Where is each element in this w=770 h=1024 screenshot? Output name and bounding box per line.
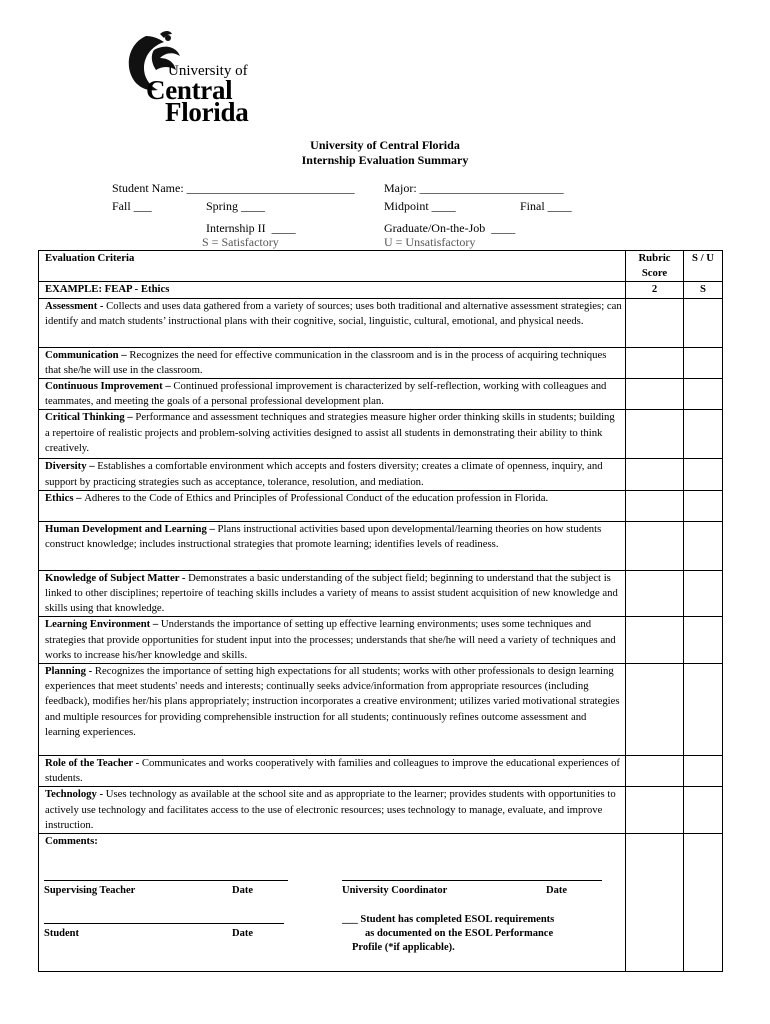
criteria-text: Establishes a comfortable environment which accepts and fosters diversity; creates a climate of openness, inquiry, and support by practicing strategies such as acceptance, tolerance, resolution, and mediation. (45, 460, 603, 488)
su-cell[interactable] (684, 664, 723, 756)
table-row (39, 298, 723, 347)
coordinator-signature-line[interactable] (342, 880, 602, 881)
student-signature-line[interactable] (44, 923, 284, 924)
criteria-title: Ethics – (45, 491, 85, 504)
rubric-score-cell[interactable] (626, 664, 684, 756)
evaluation-table (38, 250, 723, 972)
table-row (39, 787, 723, 834)
criteria-title: Human Development and Learning – (45, 522, 218, 535)
supervising-teacher-label: Supervising Teacher (44, 885, 136, 896)
criteria-title: Learning Environment – (45, 618, 161, 631)
rubric-score-cell[interactable] (626, 347, 684, 378)
criteria-title: Critical Thinking – (45, 411, 136, 424)
table-row (39, 617, 723, 664)
su-cell[interactable] (684, 298, 723, 347)
midpoint-field[interactable]: Midpoint ____ (384, 199, 456, 213)
logo-text-university-of: University of (168, 63, 248, 79)
table-row (39, 459, 723, 490)
criteria-cell (39, 664, 626, 756)
criteria-text: Recognizes the need for effective communication in the classroom and is in the process of acquiring techniques that she/he will use in the classroom. (45, 348, 607, 376)
su-cell[interactable] (684, 379, 723, 410)
criteria-title: Role of the Teacher - (45, 757, 142, 770)
rubric-score-cell[interactable] (626, 410, 684, 459)
coordinator-date-label: Date (546, 885, 567, 896)
criteria-cell (39, 347, 626, 378)
rubric-score-cell[interactable] (626, 756, 684, 787)
spring-field[interactable]: Spring ____ (206, 199, 266, 213)
criteria-cell (39, 787, 626, 834)
satisfactory-legend: S = Satisfactory (202, 235, 279, 249)
criteria-cell (39, 617, 626, 664)
document-subtitle: Internship Evaluation Summary (301, 153, 469, 167)
rubric-score-cell[interactable] (626, 379, 684, 410)
criteria-text: Collects and uses data gathered from a variety of sources; uses both traditional and alternative assessment strategies; can identify and match students’ instructional plans with their cognitive, social, linguistic, cultural, emotional, and physical needs. (45, 299, 622, 327)
su-cell[interactable] (684, 756, 723, 787)
table-header-row (39, 251, 723, 282)
final-field[interactable]: Final ____ (520, 199, 572, 213)
internship-field[interactable]: Internship II ____ (206, 221, 296, 235)
su-cell[interactable] (684, 617, 723, 664)
table-row (39, 490, 723, 521)
table-row (39, 347, 723, 378)
criteria-title: Planning - (45, 665, 95, 678)
su-cell[interactable] (684, 459, 723, 490)
su-cell[interactable] (684, 570, 723, 617)
rubric-score-cell[interactable] (626, 298, 684, 347)
table-row (39, 379, 723, 410)
criteria-title: Communication – (45, 348, 130, 361)
su-cell[interactable] (684, 490, 723, 521)
comments-label: Comments: (45, 835, 98, 848)
table-row (39, 570, 723, 617)
su-cell[interactable] (684, 521, 723, 570)
criteria-text: Understands the importance of setting up effective learning environments; uses some techniques and strategies that provide opportunities for student input into the processes; understands that she/he will need a variety of techniques and works to increase his/her knowledge and skills. (45, 618, 616, 661)
unsatisfactory-legend: U = Unsatisfactory (384, 235, 476, 249)
criteria-text: Adheres to the Code of Ethics and Principles of Professional Conduct of the education profession in Florida. (84, 491, 549, 504)
criteria-title: Diversity – (45, 460, 98, 473)
criteria-title: Continuous Improvement – (45, 380, 174, 393)
criteria-text: Continued professional improvement is characterized by self-reflection, working with colleagues and teammates, and meeting the goals of a personal professional development plan. (45, 380, 607, 408)
criteria-text: Uses technology as available at the school site and as appropriate to the learner; provides students with opportunities to actively use technology and facilitates access to the use of electronic resources; uses technology to manage, evaluate, and improve instruction. (45, 788, 616, 831)
example-label: EXAMPLE: FEAP - Ethics (39, 282, 626, 298)
criteria-text: Plans instructional activities based upon developmental/learning theories on how students construct knowledge; includes instructional strategies that promote learning; identifies levels of readiness. (45, 522, 602, 551)
su-cell[interactable] (684, 410, 723, 459)
criteria-cell (39, 570, 626, 617)
criteria-text: Demonstrates a basic understanding of the subject field; beginning to understand that the subject is linked to other disciplines; repertoire of teaching skills includes a variety of means to assist student acquisition of new knowledge and skills using that knowledge. (45, 571, 618, 615)
graduate-field[interactable]: Graduate/On-the-Job ____ (384, 221, 516, 235)
rubric-score-cell[interactable] (626, 490, 684, 521)
document-title: University of Central Florida (310, 138, 460, 152)
table-row (39, 521, 723, 570)
student-label: Student (44, 928, 80, 939)
column-header-criteria: Evaluation Criteria (39, 251, 626, 282)
esol-statement-line1[interactable]: ___ Student has completed ESOL requirements (342, 914, 555, 925)
comments-rubric-cell (626, 834, 684, 972)
criteria-cell (39, 298, 626, 347)
example-score: 2 (626, 282, 684, 298)
criteria-cell (39, 379, 626, 410)
logo-text-florida: Florida (165, 97, 249, 127)
su-cell[interactable] (684, 787, 723, 834)
column-header-su: S / U (684, 251, 723, 282)
rubric-score-cell[interactable] (626, 787, 684, 834)
criteria-text: Performance and assessment techniques and strategies measure higher order thinking skills in students; building a repertoire of realistic projects and problem-solving activities designed to assist all students in demonstrating their ability to think creatively. (45, 411, 615, 454)
rubric-score-cell[interactable] (626, 521, 684, 570)
criteria-cell (39, 410, 626, 459)
coordinator-label: University Coordinator (342, 885, 448, 896)
criteria-title: Assessment - (45, 299, 107, 312)
esol-statement-line3: Profile (*if applicable). (352, 942, 455, 953)
criteria-title: Knowledge of Subject Matter - (45, 571, 189, 584)
esol-statement-line2: as documented on the ESOL Performance (365, 928, 554, 939)
criteria-cell (39, 756, 626, 787)
table-row (39, 664, 723, 756)
example-su: S (684, 282, 723, 298)
criteria-text: Recognizes the importance of setting high expectations for all students; works with other professionals to design learning experiences that meet students' needs and interests; continually seeks advice/information from appropriate resources (including feedback), modifies her/his plans appropriately; instruction incorporates a creative environment; utilizes varied motivational strategies and multiple resources for providing comprehensible instruction for all students; continuously refines outcome assessment and learning experiences. (45, 665, 620, 738)
column-header-rubric: Rubric Score (626, 251, 684, 282)
criteria-cell (39, 490, 626, 521)
fall-field[interactable]: Fall ___ (112, 199, 152, 213)
student-name-field[interactable]: Student Name: ____________________________ (112, 181, 355, 195)
criteria-cell (39, 521, 626, 570)
example-row (39, 282, 723, 298)
rubric-score-cell[interactable] (626, 459, 684, 490)
logo-text-central: Central (146, 75, 233, 105)
supervising-teacher-date-label: Date (232, 885, 253, 896)
table-row (39, 756, 723, 787)
major-field[interactable]: Major: ________________________ (384, 181, 564, 195)
table-row (39, 410, 723, 459)
criteria-title: Technology - (45, 788, 106, 801)
rubric-score-cell[interactable] (626, 617, 684, 664)
criteria-cell (39, 459, 626, 490)
criteria-text: Communicates and works cooperatively with families and colleagues to improve the educational experiences of students. (45, 757, 620, 785)
supervising-teacher-signature-line[interactable] (44, 880, 288, 881)
student-date-label: Date (232, 928, 253, 939)
comments-su-cell (684, 834, 723, 972)
comments-cell[interactable] (39, 834, 626, 972)
rubric-score-cell[interactable] (626, 570, 684, 617)
su-cell[interactable] (684, 347, 723, 378)
